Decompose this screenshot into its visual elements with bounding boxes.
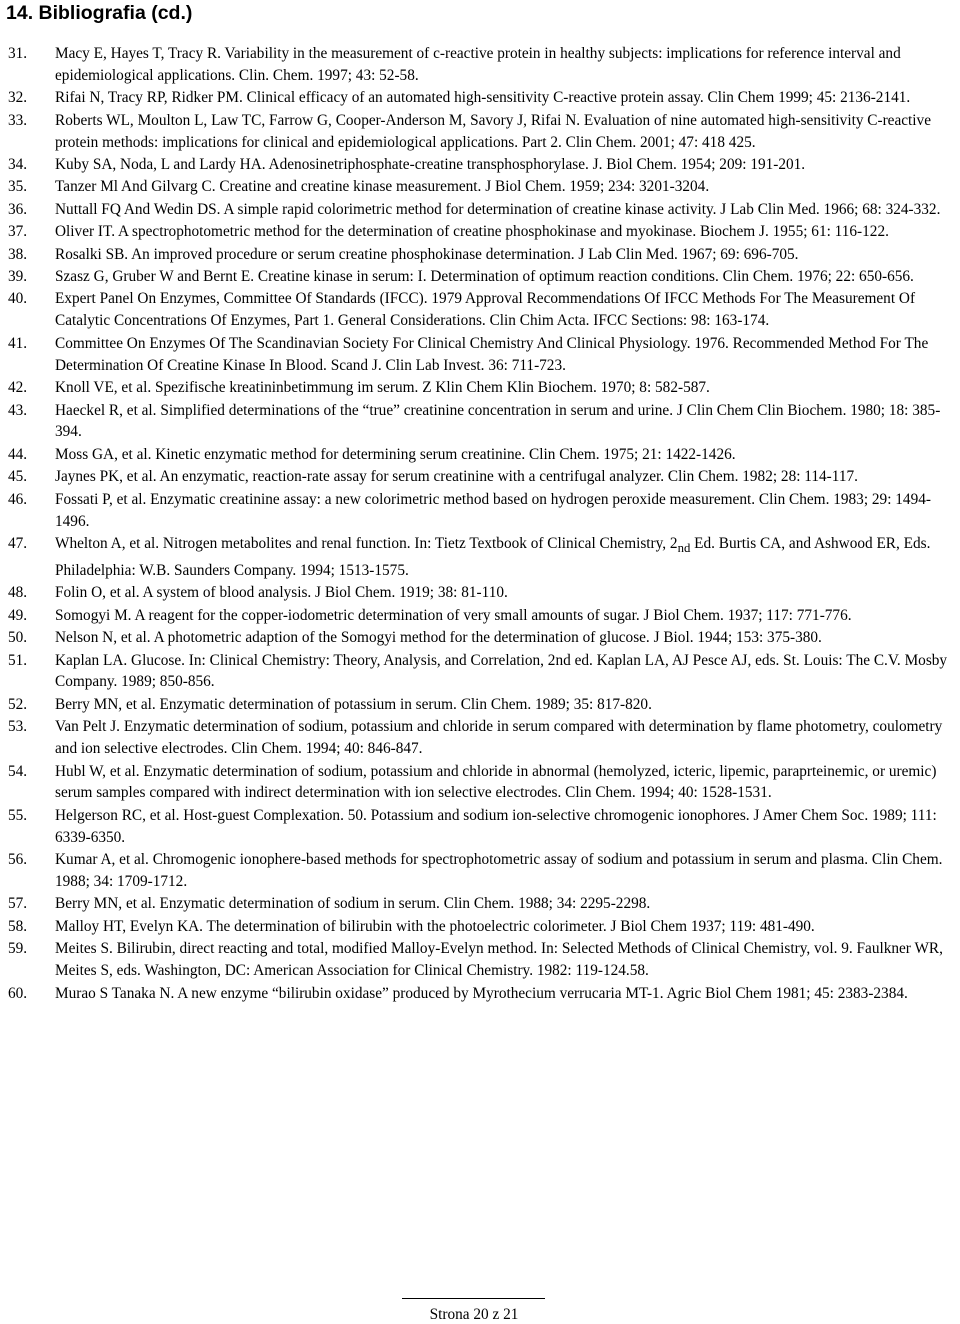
reference-text: Kaplan LA. Glucose. In: Clinical Chemistry: Theory, Analysis, and Correlation, 2nd ed. Kaplan LA, AJ Pesce AJ, eds. St. Louis: The C.V. Mosby Company. 1989; 850-856. bbox=[55, 651, 948, 691]
reference-number: 41. bbox=[8, 334, 28, 352]
reference-number: 34. bbox=[8, 156, 28, 174]
reference-text: Macy E, Hayes T, Tracy R. Variability in the measurement of c-reactive protein in healthy subjects: implications for reference interval and epidemiological applications. Clin. Chem. 1997; 43: 52-58. bbox=[55, 45, 901, 84]
reference-item bbox=[0, 377, 955, 399]
reference-item bbox=[0, 400, 955, 444]
reference-item bbox=[0, 110, 955, 154]
reference-text: Meites S. Bilirubin, direct reacting and total, modified Malloy-Evelyn method. In: Selected Methods of Clinical Chemistry, vol. 9. Faulkner WR, Meites S, eds. Washington, DC: American Association for Clinical Chemistry. 1982: 119-124.58. bbox=[55, 940, 943, 980]
reference-text: Berry MN, et al. Enzymatic determination of potassium in serum. Clin Chem. 1989; 35: 817-820. bbox=[55, 695, 652, 713]
reference-text: Haeckel R, et al. Simplified determinations of the “true” creatinine concentration in serum and urine. J Clin Chem Clin Biochem. 1980; 18: 385-394. bbox=[55, 401, 941, 441]
reference-number: 59. bbox=[8, 940, 28, 958]
reference-text: Murao S Tanaka N. A new enzyme “bilirubin oxidase” produced by Myrothecium verrucaria MT-1. Agric Biol Chem 1981; 45: 2383-2384. bbox=[55, 984, 908, 1002]
reference-number: 32. bbox=[8, 89, 28, 107]
reference-text: Rosalki SB. An improved procedure or serum creatine phosphokinase determination. J Lab Clin Med. 1967; 69: 696-705. bbox=[55, 245, 799, 263]
reference-number: 50. bbox=[8, 629, 28, 647]
reference-text bbox=[55, 535, 930, 579]
reference-item bbox=[0, 650, 955, 694]
reference-number: 52. bbox=[8, 695, 28, 713]
reference-item bbox=[0, 761, 955, 805]
reference-item bbox=[0, 288, 955, 332]
reference-number: 37. bbox=[8, 223, 28, 241]
reference-number: 31. bbox=[8, 45, 28, 62]
reference-number: 33. bbox=[8, 111, 28, 129]
reference-text: Roberts WL, Moulton L, Law TC, Farrow G, Cooper-Anderson M, Savory J, Rifai N. Evaluation of nine automated high-sensitivity C-reactive protein methods: implications for clinical and epidemiological applications. Part 2. Clin Chem. 2001; 47: 418 425. bbox=[55, 111, 931, 151]
reference-number: 36. bbox=[8, 200, 28, 218]
reference-number: 58. bbox=[8, 917, 28, 935]
reference-item bbox=[0, 199, 955, 221]
reference-number: 57. bbox=[8, 895, 28, 913]
reference-item bbox=[0, 466, 955, 488]
reference-text: Committee On Enzymes Of The Scandinavian Society For Clinical Chemistry And Clinical Physiology. 1976. Recommended Method For The Determination Of Creatine Kinase In Blood. Scand J. Clin Lab Invest. 36: 711-723. bbox=[55, 334, 929, 374]
reference-item bbox=[0, 43, 955, 87]
reference-number: 60. bbox=[8, 984, 28, 1002]
reference-text: Szasz G, Gruber W and Bernt E. Creatine kinase in serum: I. Determination of optimum reaction conditions. Clin Chem. 1976; 22: 650-656. bbox=[55, 268, 914, 286]
section-heading: 14. Bibliografia (cd.) bbox=[6, 2, 193, 24]
reference-item bbox=[0, 805, 955, 849]
reference-item bbox=[0, 627, 955, 649]
reference-text: Malloy HT, Evelyn KA. The determination of bilirubin with the photoelectric colorimeter. J Biol Chem 1937; 119: 481-490. bbox=[55, 917, 815, 935]
reference-number: 53. bbox=[8, 718, 28, 736]
reference-text: Van Pelt J. Enzymatic determination of sodium, potassium and chloride in serum compared with determination by flame photometry, coulometry and ion selective electrodes. Clin Chem. 1994; 40: 846-847. bbox=[55, 718, 943, 758]
reference-number: 44. bbox=[8, 445, 28, 463]
reference-number: 51. bbox=[8, 651, 28, 669]
reference-number: 47. bbox=[8, 534, 28, 552]
reference-text: Hubl W, et al. Enzymatic determination of sodium, potassium and chloride in abnormal (hemolyzed, icteric, lipemic, paraprteinemic, or uremic) serum samples compared with indirect determination with ion selective electrodes. Clin Chem. 1994; 40: 1528-1531. bbox=[55, 762, 937, 802]
reference-item bbox=[0, 716, 955, 760]
footer-divider bbox=[402, 1298, 545, 1299]
reference-item bbox=[0, 916, 955, 938]
reference-subscript: nd bbox=[677, 540, 691, 555]
reference-item bbox=[0, 176, 955, 198]
reference-item bbox=[0, 444, 955, 466]
reference-number: 39. bbox=[8, 268, 28, 286]
reference-number: 54. bbox=[8, 762, 28, 780]
reference-number: 56. bbox=[8, 851, 28, 869]
reference-text: Nelson N, et al. A photometric adaption of the Somogyi method for the determination of glucose. J Biol. 1944; 153: 375-380. bbox=[55, 629, 822, 647]
reference-item bbox=[0, 244, 955, 266]
reference-text: Folin O, et al. A system of blood analysis. J Biol Chem. 1919; 38: 81-110. bbox=[55, 584, 508, 602]
reference-item bbox=[0, 533, 955, 582]
reference-text: Kumar A, et al. Chromogenic ionophere-based methods for spectrophotometric assay of sodium and potassium in serum and plasma. Clin Chem. 1988; 34: 1709-1712. bbox=[55, 851, 943, 891]
reference-text: Tanzer Ml And Gilvarg C. Creatine and creatine kinase measurement. J Biol Chem. 1959; 234: 3201-3204. bbox=[55, 178, 710, 196]
reference-item bbox=[0, 266, 955, 288]
reference-item bbox=[0, 489, 955, 533]
reference-item bbox=[0, 938, 955, 982]
reference-text: Oliver IT. A spectrophotometric method for the determination of creatine phosphokinase and myokinase. Biochem J. 1955; 61: 116-122. bbox=[55, 223, 889, 241]
reference-text: Kuby SA, Noda, L and Lardy HA. Adenosinetriphosphate-creatine transphosphorylase. J. Biol Chem. 1954; 209: 191-201. bbox=[55, 156, 806, 174]
reference-text-part: Ed. Burtis CA, and Ashwood ER, Eds. Philadelphia: W.B. Saunders Company. 1994; 1513-1575. bbox=[55, 534, 931, 579]
reference-text: Jaynes PK, et al. An enzymatic, reaction-rate assay for serum creatinine with a centrifugal analyzer. Clin Chem. 1982; 28: 114-117. bbox=[55, 468, 858, 486]
reference-item bbox=[0, 694, 955, 716]
reference-text: Expert Panel On Enzymes, Committee Of Standards (IFCC). 1979 Approval Recommendations Of IFCC Methods For The Measurement Of Catalytic Concentrations Of Enzymes, Part 1. General Considerations. Clin Chim Acta. IFCC Sections: 98: 163-174. bbox=[55, 290, 916, 330]
reference-number: 55. bbox=[8, 806, 28, 824]
reference-item bbox=[0, 849, 955, 893]
reference-item bbox=[0, 154, 955, 176]
reference-item bbox=[0, 87, 955, 109]
reference-item bbox=[0, 333, 955, 377]
reference-item bbox=[0, 221, 955, 243]
reference-item bbox=[0, 893, 955, 915]
reference-text: Berry MN, et al. Enzymatic determination of sodium in serum. Clin Chem. 1988; 34: 2295-2298. bbox=[55, 895, 651, 913]
reference-text: Moss GA, et al. Kinetic enzymatic method for determining serum creatinine. Clin Chem. 1975; 21: 1422-1426. bbox=[55, 445, 736, 463]
reference-number: 45. bbox=[8, 468, 28, 486]
reference-list bbox=[0, 43, 960, 1005]
reference-number: 35. bbox=[8, 178, 28, 196]
reference-text: Nuttall FQ And Wedin DS. A simple rapid colorimetric method for determination of creatine kinase activity. J Lab Clin Med. 1966; 68: 324-332. bbox=[55, 200, 941, 218]
reference-text-part: Whelton A, et al. Nitrogen metabolites and renal function. In: Tietz Textbook of Clinical Chemistry, 2 bbox=[55, 534, 678, 552]
reference-text: Knoll VE, et al. Spezifische kreatininbetimmung im serum. Z Klin Chem Klin Biochem. 1970; 8: 582-587. bbox=[55, 379, 710, 397]
reference-item bbox=[0, 582, 955, 604]
reference-number: 40. bbox=[8, 290, 28, 308]
reference-text: Rifai N, Tracy RP, Ridker PM. Clinical efficacy of an automated high-sensitivity C-reactive protein assay. Clin Chem 1999; 45: 2136-2141. bbox=[55, 89, 911, 107]
reference-number: 38. bbox=[8, 245, 28, 263]
reference-number: 42. bbox=[8, 379, 28, 397]
reference-number: 49. bbox=[8, 606, 28, 624]
reference-item bbox=[0, 983, 955, 1005]
reference-number: 43. bbox=[8, 401, 28, 419]
page-footer: Strona 20 z 21 bbox=[429, 1306, 519, 1323]
reference-text: Fossati P, et al. Enzymatic creatinine assay: a new colorimetric method based on hydrogen peroxide measurement. Clin Chem. 1983; 29: 1494-1496. bbox=[55, 490, 931, 530]
reference-text: Helgerson RC, et al. Host-guest Complexation. 50. Potassium and sodium ion-selective chromogenic ionophores. J Amer Chem Soc. 1989; 111: 6339-6350. bbox=[55, 806, 937, 846]
reference-number: 46. bbox=[8, 490, 28, 508]
reference-number: 48. bbox=[8, 584, 28, 602]
reference-text: Somogyi M. A reagent for the copper-iodometric determination of very small amounts of sugar. J Biol Chem. 1937; 117: 771-776. bbox=[55, 606, 852, 624]
reference-item bbox=[0, 605, 955, 627]
